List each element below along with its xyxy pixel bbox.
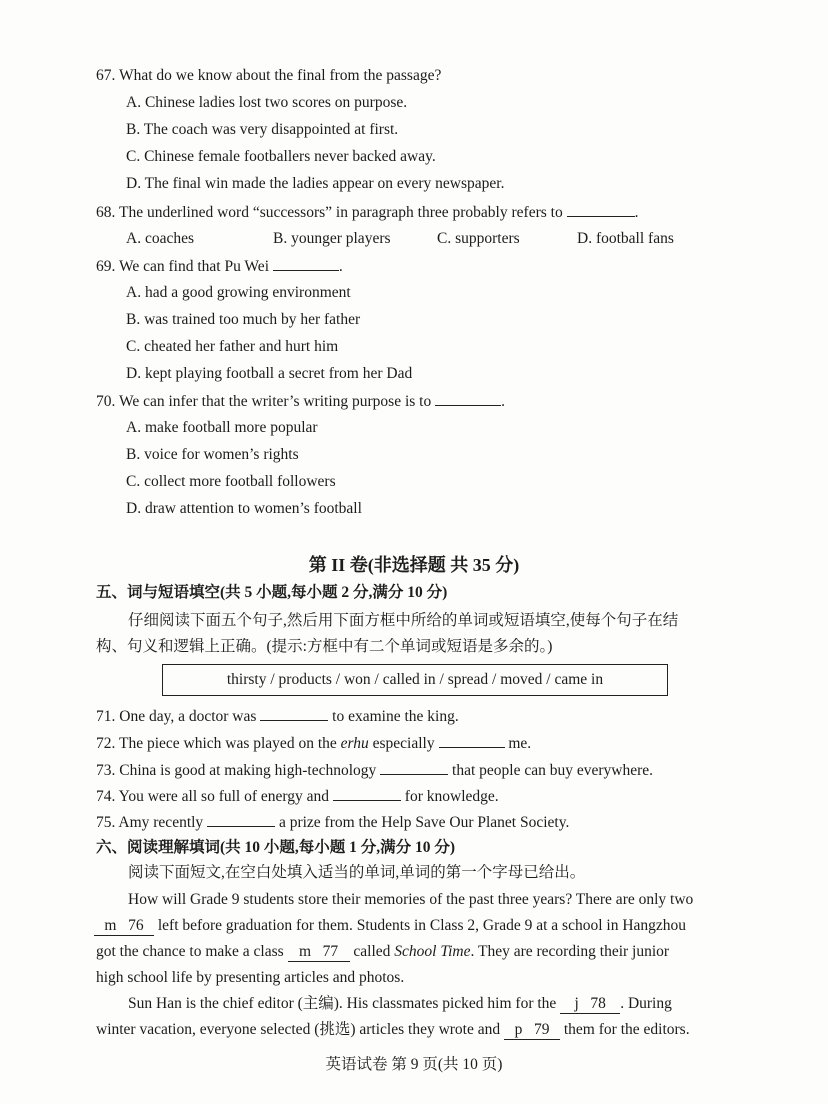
- q72-text-mid: especially: [372, 735, 435, 752]
- q69-option-c: C. cheated her father and hurt him: [126, 338, 339, 355]
- q69-option-a: A. had a good growing environment: [126, 284, 351, 301]
- passage-p1-line3: [96, 942, 669, 962]
- q73-text: 73. China is good at making high-technology: [96, 762, 377, 779]
- section5-instructions-line1: 仔细阅读下面五个句子,然后用下面方框中所给的单词或短语填空,使每个句子在结: [128, 612, 679, 629]
- q72-text: 72. The piece which was played on the: [96, 735, 337, 752]
- q67-option-b: B. The coach was very disappointed at first.: [126, 121, 399, 138]
- passage-p2-line2: [96, 1020, 690, 1040]
- answer-blank: [435, 391, 501, 406]
- q67-option-d: D. The final win made the ladies appear on every newspaper.: [126, 175, 505, 192]
- answer-blank: [567, 202, 635, 217]
- q74: [96, 786, 499, 807]
- passage-text: called: [353, 943, 391, 960]
- q68-stem-text: 68. The underlined word “successors” in paragraph three probably refers to: [96, 204, 563, 221]
- q72-text-end: me.: [508, 735, 532, 752]
- q69-stem: 69. We can find that Pu Wei .: [96, 258, 343, 275]
- blank-78: j 78: [560, 995, 620, 1014]
- answer-blank: [260, 706, 328, 721]
- part2-title: 第 II 卷(非选择题 共 35 分): [308, 555, 520, 575]
- q69-option-d: D. kept playing football a secret from her Dad: [126, 365, 413, 382]
- blank-76: m 76: [94, 917, 154, 936]
- q68-option-d: D. football fans: [577, 230, 674, 247]
- word-box: thirsty / products / won / called in / spread / moved / came in: [162, 664, 668, 696]
- q75: [96, 812, 569, 833]
- passage-text: Sun Han is the chief editor (主编). His classmates picked him for the: [128, 995, 557, 1012]
- section5-instructions-line2: 构、句义和逻辑上正确。(提示:方框中有二个单词或短语是多余的。): [96, 638, 553, 655]
- passage-p1-line4: high school life by presenting articles and photos.: [96, 969, 405, 986]
- q72: [96, 733, 531, 754]
- answer-blank: [439, 733, 505, 748]
- q68-option-a: A. coaches: [126, 230, 194, 247]
- answer-blank: [380, 760, 448, 775]
- passage-p1-line2: [94, 916, 686, 936]
- q75-text: 75. Amy recently: [96, 814, 204, 831]
- blank-77: m 77: [288, 943, 350, 962]
- section6-heading: 六、阅读理解填词(共 10 小题,每小题 1 分,满分 10 分): [96, 839, 456, 856]
- q70-stem: 70. We can infer that the writer’s writing purpose is to .: [96, 393, 505, 410]
- passage-text: them for the editors.: [563, 1021, 690, 1038]
- q70-option-a: A. make football more popular: [126, 419, 318, 436]
- q69-option-b: B. was trained too much by her father: [126, 311, 361, 328]
- q70-option-b: B. voice for women’s rights: [126, 446, 299, 463]
- q67-option-a: A. Chinese ladies lost two scores on purpose.: [126, 94, 408, 111]
- passage-text: . During: [620, 995, 672, 1012]
- magazine-title: School Time: [394, 943, 471, 960]
- page-footer: 英语试卷 第 9 页(共 10 页): [325, 1056, 503, 1073]
- q68-option-b: B. younger players: [273, 230, 391, 247]
- answer-blank: [273, 256, 339, 271]
- answer-blank: [333, 786, 401, 801]
- passage-p1-line1: How will Grade 9 students store their memories of the past three years? There are only two: [128, 891, 694, 908]
- q67-stem: 67. What do we know about the final from the passage?: [96, 67, 442, 84]
- answer-blank: [207, 812, 275, 827]
- passage-text: winter vacation, everyone selected (挑选) articles they wrote and: [96, 1021, 501, 1038]
- q74-text: 74. You were all so full of energy and: [96, 788, 330, 805]
- passage-p2-line1: [128, 994, 672, 1014]
- q74-text-end: for knowledge.: [404, 788, 499, 805]
- passage-text: left before graduation for them. Students in Class 2, Grade 9 at a school in Hangzhou: [157, 917, 687, 934]
- q72-italic-word: erhu: [340, 735, 369, 752]
- q71-text: 71. One day, a doctor was: [96, 708, 257, 725]
- q75-text-end: a prize from the Help Save Our Planet Society.: [278, 814, 570, 831]
- q67-option-c: C. Chinese female footballers never backed away.: [126, 148, 436, 165]
- q70-stem-text: 70. We can infer that the writer’s writing purpose is to: [96, 393, 432, 410]
- blank-79: p 79: [504, 1021, 560, 1040]
- passage-text: . They are recording their junior: [470, 943, 670, 960]
- q71: [96, 706, 459, 727]
- q70-option-c: C. collect more football followers: [126, 473, 336, 490]
- q73: [96, 760, 653, 781]
- q68-option-c: C. supporters: [437, 230, 520, 247]
- q73-text-end: that people can buy everywhere.: [452, 762, 653, 779]
- q71-text-end: to examine the king.: [332, 708, 459, 725]
- q69-stem-text: 69. We can find that Pu Wei: [96, 258, 269, 275]
- passage-text: got the chance to make a class: [96, 943, 284, 960]
- q70-option-d: D. draw attention to women’s football: [126, 500, 362, 517]
- q68-stem: 68. The underlined word “successors” in paragraph three probably refers to .: [96, 204, 639, 221]
- section6-instructions: 阅读下面短文,在空白处填入适当的单词,单词的第一个字母已给出。: [128, 864, 586, 881]
- section5-heading: 五、词与短语填空(共 5 小题,每小题 2 分,满分 10 分): [96, 584, 448, 601]
